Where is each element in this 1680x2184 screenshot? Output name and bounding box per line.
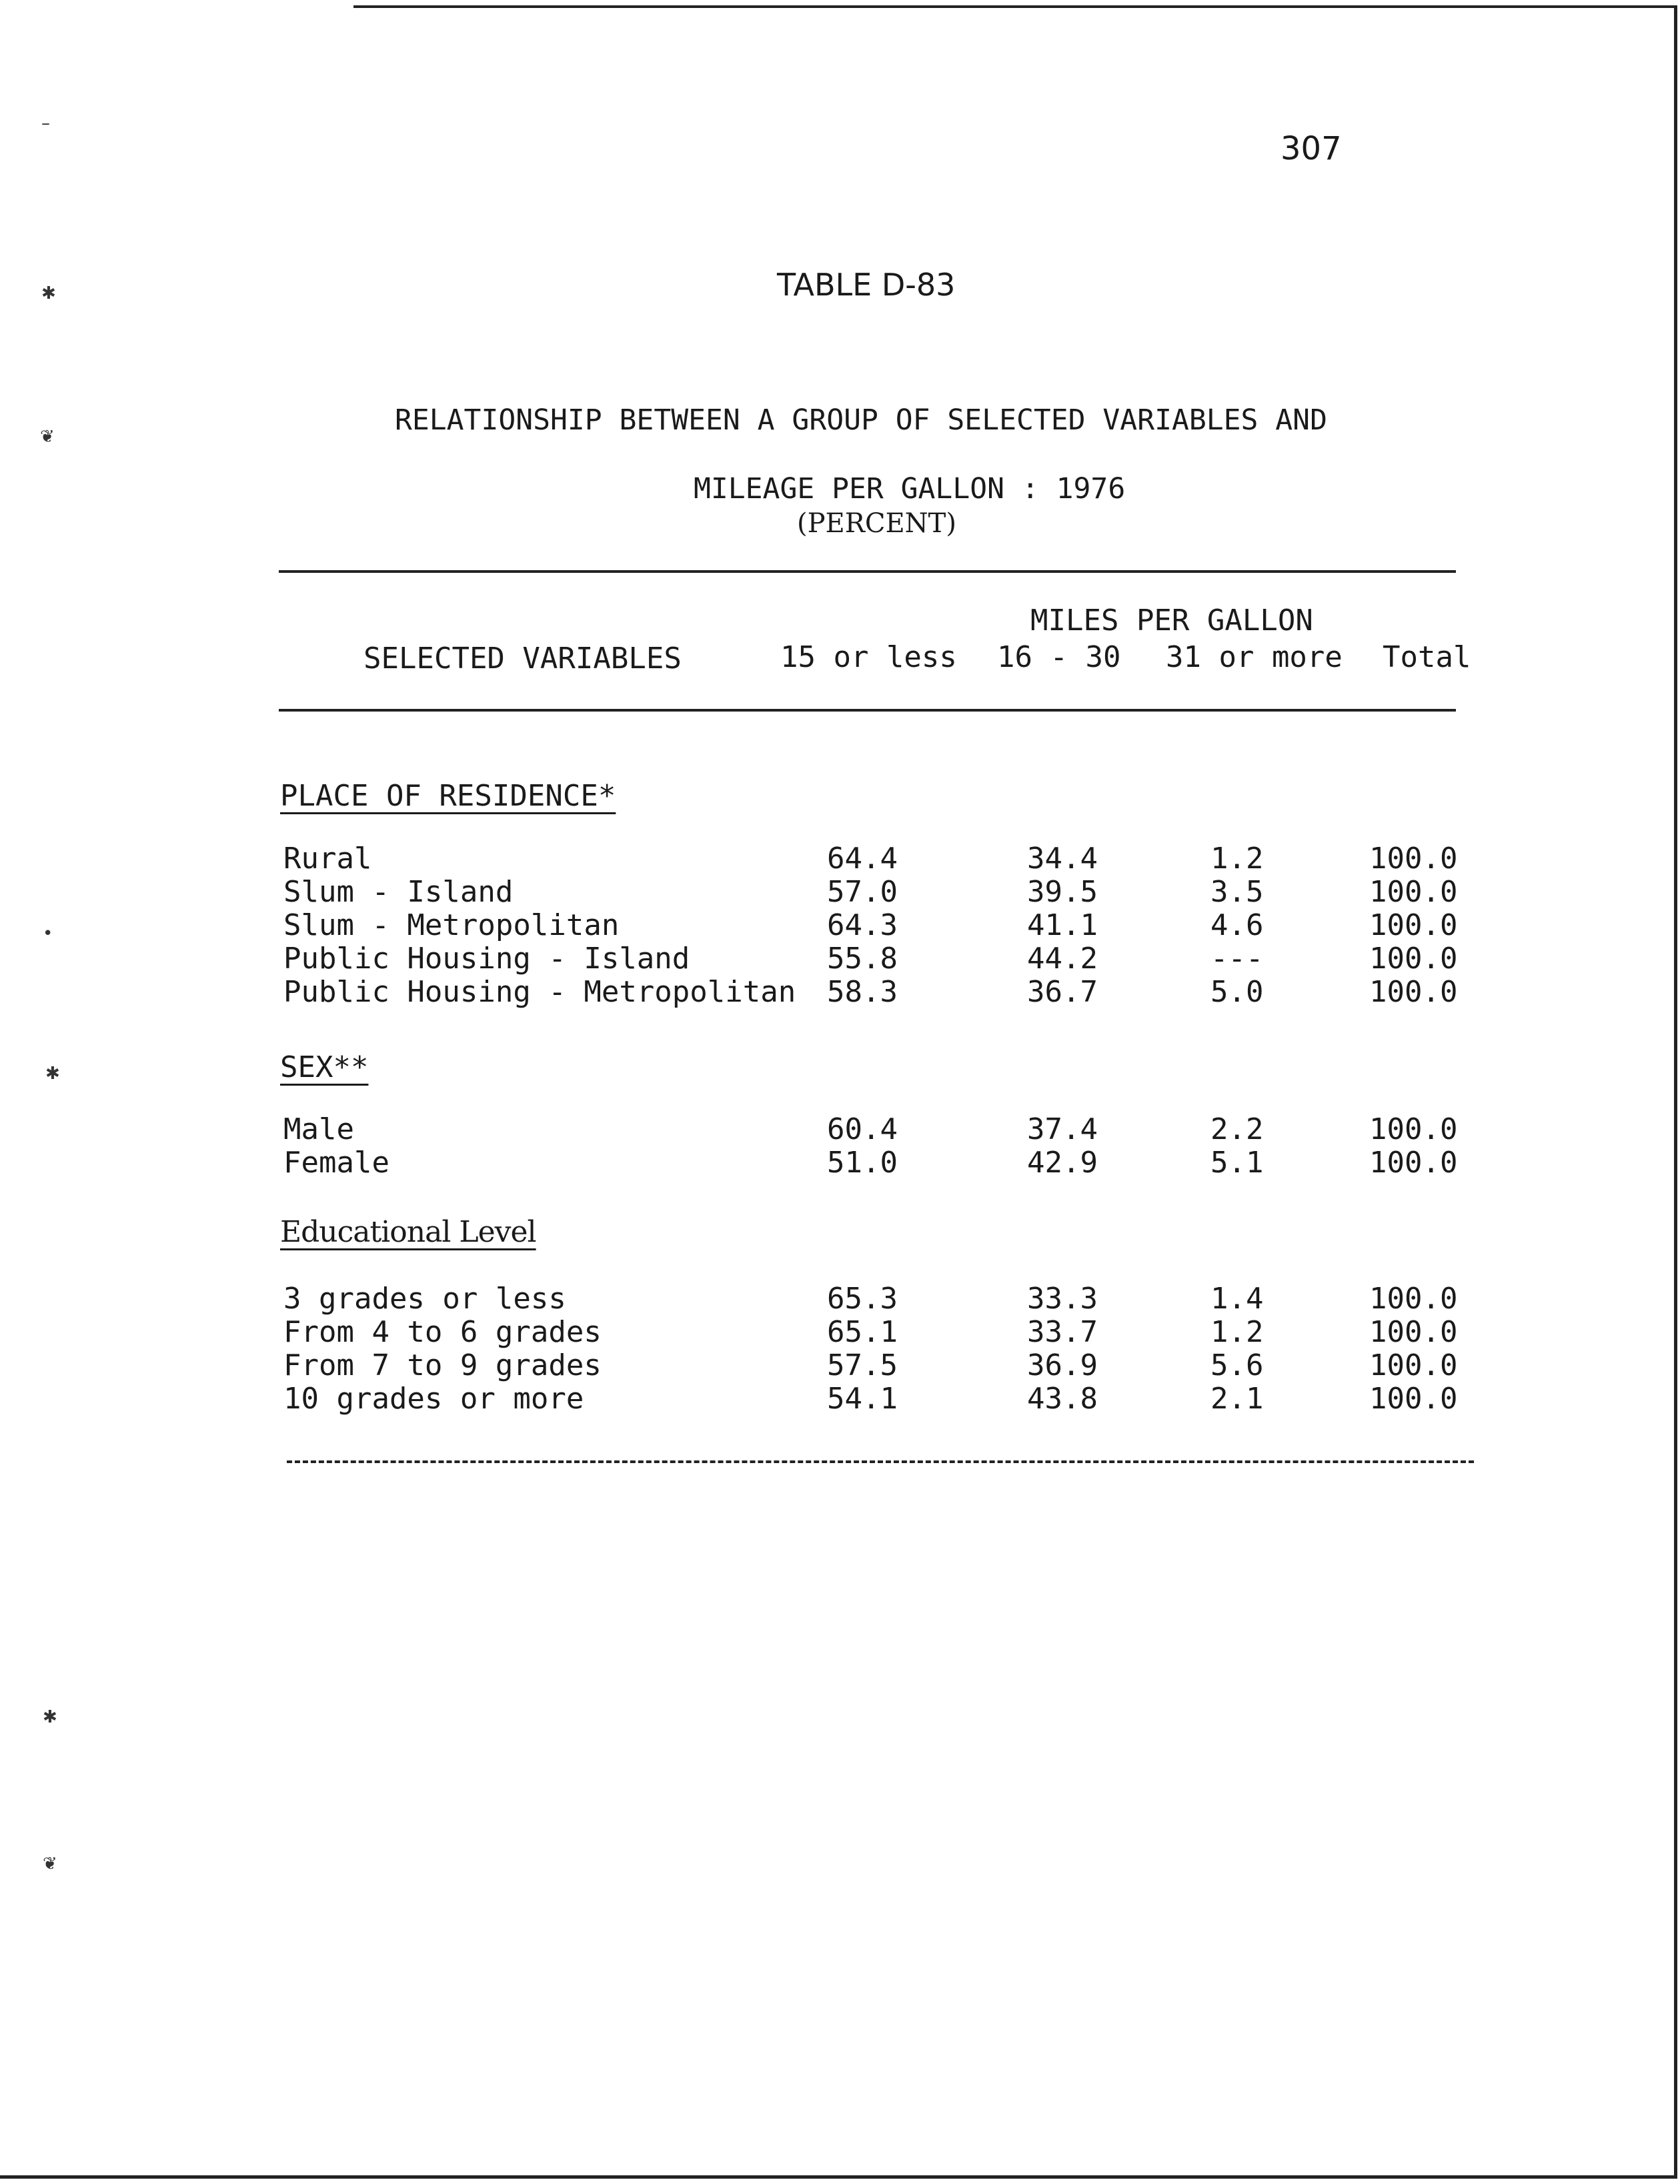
cell-31-or-more: 5.6 <box>1210 1348 1264 1382</box>
row-label: Female <box>283 1146 389 1180</box>
section-title-sex: SEX** <box>280 1050 369 1084</box>
scan-speck: ✱ <box>45 1064 60 1084</box>
row-label: Public Housing - Metropolitan <box>283 975 796 1009</box>
row-label: Public Housing - Island <box>283 942 690 976</box>
cell-31-or-more: 1.2 <box>1210 842 1264 876</box>
cell-15-or-less: 54.1 <box>827 1382 898 1416</box>
row-label: Male <box>283 1112 354 1146</box>
cell-16-30: 44.2 <box>1027 942 1098 976</box>
table-row <box>0 1146 1680 1179</box>
column-header-15-or-less: 15 or less <box>780 640 957 674</box>
cell-15-or-less: 64.4 <box>827 842 898 876</box>
cell-total: 100.0 <box>1369 1315 1458 1349</box>
cell-15-or-less: 55.8 <box>827 942 898 976</box>
cell-15-or-less: 60.4 <box>827 1112 898 1146</box>
table-row <box>0 1382 1680 1415</box>
table-row <box>0 1348 1680 1382</box>
table-top-rule <box>279 570 1456 573</box>
cell-total: 100.0 <box>1369 908 1458 942</box>
cell-15-or-less: 51.0 <box>827 1146 898 1180</box>
scan-speck: • <box>43 924 53 944</box>
cell-total: 100.0 <box>1369 1282 1458 1316</box>
page-border-right <box>1674 7 1677 2177</box>
table-row <box>0 975 1680 1008</box>
cell-31-or-more: 1.4 <box>1210 1282 1264 1316</box>
cell-16-30: 42.9 <box>1027 1146 1098 1180</box>
row-label: 3 grades or less <box>283 1282 566 1316</box>
table-row <box>0 875 1680 908</box>
table-row <box>0 842 1680 875</box>
cell-16-30: 41.1 <box>1027 908 1098 942</box>
table-title-line-2: MILEAGE PER GALLON : 1976 <box>694 472 1126 505</box>
row-label: Slum - Island <box>283 875 514 909</box>
cell-16-30: 33.7 <box>1027 1315 1098 1349</box>
cell-31-or-more: --- <box>1210 942 1264 976</box>
scan-speck: – <box>41 113 50 133</box>
cell-16-30: 43.8 <box>1027 1382 1098 1416</box>
table-row <box>0 1315 1680 1348</box>
cell-15-or-less: 57.5 <box>827 1348 898 1382</box>
row-label: 10 grades or more <box>283 1382 584 1416</box>
cell-16-30: 36.7 <box>1027 975 1098 1009</box>
section-title-place-of-residence: PLACE OF RESIDENCE* <box>280 779 616 813</box>
column-group-header: MILES PER GALLON <box>1030 604 1313 638</box>
table-row <box>0 1282 1680 1315</box>
cell-total: 100.0 <box>1369 942 1458 976</box>
cell-15-or-less: 65.3 <box>827 1282 898 1316</box>
cell-15-or-less: 57.0 <box>827 875 898 909</box>
table-title-line-1: RELATIONSHIP BETWEEN A GROUP OF SELECTED VARIABLES AND <box>395 403 1327 437</box>
scan-speck: ✱ <box>41 283 56 303</box>
cell-31-or-more: 4.6 <box>1210 908 1264 942</box>
table-row <box>0 942 1680 975</box>
cell-total: 100.0 <box>1369 842 1458 876</box>
table-row <box>0 1112 1680 1146</box>
cell-31-or-more: 2.1 <box>1210 1382 1264 1416</box>
cell-16-30: 36.9 <box>1027 1348 1098 1382</box>
cell-16-30: 33.3 <box>1027 1282 1098 1316</box>
scan-speck: ❦ <box>40 427 55 447</box>
cell-16-30: 34.4 <box>1027 842 1098 876</box>
cell-15-or-less: 58.3 <box>827 975 898 1009</box>
row-label: From 4 to 6 grades <box>283 1315 602 1349</box>
column-header-selected-variables: SELECTED VARIABLES <box>363 642 682 676</box>
scan-speck: ✱ <box>43 1707 57 1727</box>
page-number: 307 <box>1281 130 1342 167</box>
cell-31-or-more: 3.5 <box>1210 875 1264 909</box>
row-label: From 7 to 9 grades <box>283 1348 602 1382</box>
page-border-bottom <box>0 2175 1677 2179</box>
cell-total: 100.0 <box>1369 1146 1458 1180</box>
cell-total: 100.0 <box>1369 1382 1458 1416</box>
column-header-total: Total <box>1383 640 1471 674</box>
row-label: Slum - Metropolitan <box>283 908 620 942</box>
row-label: Rural <box>283 842 372 876</box>
cell-total: 100.0 <box>1369 875 1458 909</box>
table-row <box>0 908 1680 942</box>
cell-15-or-less: 65.1 <box>827 1315 898 1349</box>
table-header-rule <box>279 709 1456 712</box>
table-bottom-dashed-rule <box>287 1460 1474 1463</box>
cell-16-30: 39.5 <box>1027 875 1098 909</box>
table-subtitle-unit: (PERCENT) <box>797 508 956 539</box>
cell-31-or-more: 5.0 <box>1210 975 1264 1009</box>
cell-16-30: 37.4 <box>1027 1112 1098 1146</box>
table-id: TABLE D-83 <box>777 267 956 303</box>
scan-speck: ❦ <box>43 1854 57 1874</box>
cell-31-or-more: 5.1 <box>1210 1146 1264 1180</box>
cell-total: 100.0 <box>1369 1112 1458 1146</box>
page-border-top <box>353 5 1677 8</box>
cell-total: 100.0 <box>1369 1348 1458 1382</box>
column-header-31-or-more: 31 or more <box>1166 640 1343 674</box>
cell-15-or-less: 64.3 <box>827 908 898 942</box>
cell-31-or-more: 1.2 <box>1210 1315 1264 1349</box>
column-header-16-30: 16 - 30 <box>997 640 1121 674</box>
section-title-educational-level: Educational Level <box>280 1215 536 1249</box>
cell-total: 100.0 <box>1369 975 1458 1009</box>
cell-31-or-more: 2.2 <box>1210 1112 1264 1146</box>
